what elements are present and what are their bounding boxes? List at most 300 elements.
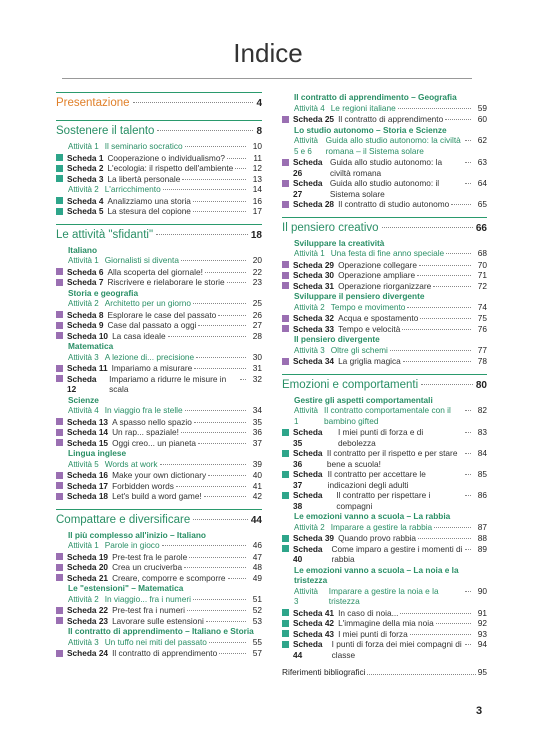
worksheet-entry[interactable] [56,277,262,288]
entry-text [293,356,473,367]
page-title: Indice [233,38,303,68]
entry-page: 75 [477,313,487,323]
worksheet-marker [282,492,289,499]
entry-title: Alla scoperta del giornale! [107,266,203,277]
entry-title: Operazione ampliare [338,270,416,280]
worksheet-entry[interactable] [282,313,487,324]
dot-leader [196,357,246,358]
worksheet-marker [282,325,289,332]
section-heading[interactable] [56,509,262,530]
toc-section [282,92,487,210]
worksheet-marker [56,375,63,382]
dot-leader [465,183,471,184]
worksheet-entry[interactable] [56,206,262,217]
dot-leader [446,253,471,254]
entry-label: Scheda 26 [293,157,323,178]
entry-label: Scheda 23 [67,615,109,626]
dot-leader [433,286,471,287]
worksheet-entry[interactable] [56,616,262,627]
entry-text [68,255,248,267]
entry-text [67,417,248,428]
entry-text [294,248,473,260]
worksheet-entry[interactable] [282,260,487,271]
entry-label: Scheda 5 [67,206,104,216]
worksheet-marker [282,609,289,616]
dot-leader [421,384,473,385]
entry-page: 30 [252,351,262,362]
activity-entry[interactable] [68,637,262,649]
activity-entry[interactable] [68,352,262,364]
dot-leader [163,189,246,190]
toc-left-column [56,92,262,666]
entry-title: Creare, comporre e scomporre [112,572,226,583]
activity-entry[interactable] [294,522,487,534]
entry-text [67,481,248,492]
worksheet-entry[interactable] [56,605,262,616]
worksheet-entry[interactable] [282,199,487,210]
entry-text [293,114,473,125]
subsection-title: Lo studio autonomo – Storia e Scienze [294,124,447,135]
dot-leader [465,453,471,454]
worksheet-marker [56,553,63,560]
worksheet-marker [56,617,63,624]
entry-page: 93 [477,628,487,639]
dot-leader [184,567,246,568]
toc-section [56,92,262,113]
entry-title: Operazione riorganizzare [338,280,432,291]
entry-text [67,470,248,481]
worksheet-entry[interactable] [56,481,262,492]
entry-text [293,260,473,271]
dot-leader [398,108,471,109]
entry-page: 59 [477,102,487,113]
activity-entry[interactable] [294,135,487,157]
entry-page: 84 [477,448,487,458]
entry-label: Scheda 1 [67,152,104,163]
dot-leader [204,496,246,497]
entry-page: 26 [252,309,262,320]
entry-label: Attività 2 [294,302,325,312]
entry-page: 35 [252,416,262,427]
activity-entry[interactable] [68,255,262,267]
entry-title: In viaggio fra le stelle [104,405,183,415]
activity-entry[interactable] [68,298,262,310]
entry-text [67,163,248,174]
entry-label: Scheda 9 [67,320,104,330]
entry-text [67,552,248,563]
entry-title: La libertà personale [107,173,181,184]
section-heading[interactable] [282,374,487,395]
activity-entry[interactable] [294,248,487,260]
subsection-title: Il più complesso all'inizio – Italiano [68,529,206,540]
worksheet-entry[interactable] [282,157,487,178]
entry-title: Guida allo studio autonomo: il Sistema solare [329,178,440,199]
entry-text [293,313,473,324]
worksheet-entry[interactable] [282,639,487,660]
entry-label: Attività 1 [68,256,99,265]
worksheet-entry[interactable] [56,174,262,185]
entry-text [68,141,248,153]
dot-leader [382,227,473,228]
entry-page: 13 [252,173,262,184]
entry-text [67,573,248,584]
entry-page: 64 [477,178,487,188]
worksheet-marker [56,311,63,318]
entry-title: Riscrivere e rielaborare le storie [107,277,225,287]
entry-page: 14 [252,184,262,194]
dot-leader [198,443,246,444]
worksheet-entry[interactable] [56,196,262,207]
entry-page: 39 [252,458,262,469]
entry-text [293,178,473,199]
entry-label: Scheda 20 [67,562,109,572]
worksheet-entry[interactable] [282,469,487,490]
entry-title: Giornalisti si diventa [104,255,179,265]
worksheet-entry[interactable] [282,544,487,565]
dot-leader [227,158,246,159]
dot-leader [205,272,246,273]
entry-title: Case dal passato a oggi [107,320,197,330]
worksheet-marker [56,268,63,275]
dot-leader [187,610,246,611]
entry-page: 34 [252,405,262,415]
worksheet-marker [282,261,289,268]
section-title: Sostenere il talento [56,125,155,137]
worksheet-entry[interactable] [56,427,262,438]
entry-text [68,459,248,471]
entry-label: Scheda 13 [67,416,109,427]
entry-label: Attività 3 [68,352,99,362]
entry-text [68,637,248,649]
worksheet-entry[interactable] [282,629,487,640]
dot-leader [465,495,471,496]
entry-label: Scheda 42 [293,618,335,628]
dot-leader [193,519,248,520]
dot-leader [419,265,471,266]
entry-page: 25 [252,298,262,308]
worksheet-entry[interactable] [282,608,487,619]
dot-leader [156,234,248,235]
entry-page: 89 [477,543,487,554]
dot-leader [465,410,471,411]
worksheet-entry[interactable] [282,356,487,367]
worksheet-entry[interactable] [56,363,262,374]
worksheet-marker [282,272,289,279]
subsection-title: Sviluppare il pensiero divergente [294,291,425,301]
entry-page: 94 [477,639,487,649]
entry-text [67,153,248,164]
entry-label: Scheda 18 [67,491,109,501]
page-number: 3 [476,705,483,717]
entry-text [294,405,473,427]
entry-title: Il contratto comportamentale con il bambino gifted [324,405,451,426]
entry-title: Il contratto di studio autonomo [338,199,450,209]
worksheet-marker [56,439,63,446]
subsection-title: Italiano [68,244,98,255]
worksheet-marker [282,358,289,365]
worksheet-entry[interactable] [56,573,262,584]
entry-label: Scheda 38 [293,490,323,511]
toc-section [56,224,262,502]
entry-label: Attività 5 e 6 [294,136,319,156]
entry-title: I miei punti di forza [338,628,408,639]
activity-entry[interactable] [68,141,262,153]
entry-page: 41 [252,480,262,491]
entry-text [293,324,473,335]
subsection-title: Il pensiero divergente [294,334,380,344]
entry-label: Scheda 30 [293,270,335,280]
entry-page: 51 [252,593,262,604]
worksheet-marker [56,322,63,329]
worksheet-entry[interactable] [282,270,487,281]
worksheet-entry[interactable] [282,427,487,448]
title-divider [62,78,472,79]
activity-entry[interactable] [68,405,262,417]
entry-label: Scheda 44 [293,639,323,660]
worksheet-marker [56,175,63,182]
worksheet-marker [282,535,289,542]
entry-page: 37 [252,437,262,448]
entry-label: Scheda 4 [67,195,104,206]
dot-leader [465,140,471,141]
worksheet-marker [56,279,63,286]
entry-page: 20 [252,255,262,265]
dot-leader [208,475,246,476]
entry-label: Scheda 28 [293,199,335,209]
entry-text [67,648,248,659]
entry-title: Let's build a word game! [112,491,202,501]
entry-text [67,267,248,278]
entry-title: Cooperazione o individualismo? [107,152,226,163]
worksheet-entry[interactable] [56,648,262,659]
entry-label: Scheda 37 [293,469,323,490]
worksheet-entry[interactable] [282,324,487,335]
entry-label: Attività 1 [294,406,319,426]
entry-text [293,629,473,640]
worksheet-entry[interactable] [282,490,487,511]
dot-leader [367,674,475,675]
worksheet-entry[interactable] [56,491,262,502]
section-title: Presentazione [56,97,130,109]
worksheet-marker [282,159,289,166]
entry-label: Scheda 7 [67,277,104,287]
worksheet-marker [56,650,63,657]
subsection-title: Lingua inglese [68,448,127,458]
entry-text [293,608,473,619]
entry-title: Pre-test fra i numeri [112,605,185,615]
entry-label: Scheda 24 [67,648,109,658]
subsection-title: Matematica [68,341,114,351]
entry-title: Make your own dictionary [112,470,207,480]
entry-title: I punti di forza dei miei compagni di classe [331,639,462,660]
activity-entry[interactable] [68,540,262,552]
entry-label: Attività 2 [68,185,99,194]
entry-text [293,544,473,565]
entry-text [293,618,473,629]
entry-title: Operazione collegare [338,259,417,270]
entry-title: Il contratto per accettare le indicazioni degli adulti [327,469,426,490]
worksheet-entry[interactable] [282,618,487,629]
dot-leader [181,260,246,261]
entry-text [293,639,473,660]
activity-entry[interactable] [68,184,262,196]
worksheet-entry[interactable] [56,153,262,164]
activity-entry[interactable] [294,586,487,608]
entry-text [294,522,473,534]
dot-leader [465,644,471,645]
entry-label: Scheda 29 [293,259,335,270]
entry-title: Architetto per un giorno [104,298,191,308]
entry-page: 90 [477,585,487,596]
dot-leader [445,119,471,120]
worksheet-marker [282,620,289,627]
entry-title: Un tuffo nei miti del passato [104,636,207,647]
dot-leader [194,422,246,423]
dot-leader [400,613,471,614]
entry-title: Imparare a gestire la noia e la tristezza [328,585,439,606]
entry-text [293,157,473,178]
entry-label: Attività 4 [68,406,99,415]
activity-entry[interactable] [294,345,487,357]
worksheet-marker [56,574,63,581]
entry-label: Scheda 19 [67,551,109,562]
worksheet-entry[interactable] [282,281,487,292]
dot-leader [403,361,471,362]
worksheet-entry[interactable] [282,533,487,544]
section-heading[interactable] [282,217,487,238]
activity-entry[interactable] [294,103,487,115]
section-title: Emozioni e comportamenti [282,378,419,391]
entry-title: Words at work [104,458,158,469]
toc-section [282,217,487,367]
dot-leader [189,557,246,558]
dot-leader [176,486,246,487]
dot-leader [410,634,471,635]
dot-leader [465,432,471,433]
entry-page: 49 [252,572,262,583]
worksheet-entry[interactable] [56,374,262,395]
worksheet-marker [56,472,63,479]
entry-page: 88 [477,533,487,543]
worksheet-entry[interactable] [282,448,487,469]
section-title: Il pensiero creativo [282,221,379,234]
dot-leader [193,599,246,600]
entry-page: 48 [252,562,262,572]
worksheet-entry[interactable] [56,438,262,449]
dot-leader [193,211,246,212]
worksheet-entry[interactable] [56,310,262,321]
section-heading[interactable] [56,92,262,113]
entry-page: 42 [252,491,262,501]
dot-leader [235,168,246,169]
entry-title: Esplorare le case del passato [107,309,217,320]
section-heading[interactable] [56,224,262,245]
subsection-title: Le emozioni vanno a scuola – La rabbia [294,511,451,521]
worksheet-marker [282,315,289,322]
entry-title: A spasso nello spazio [112,416,192,427]
entry-label: Attività 2 [68,299,99,308]
entry-label: Scheda 31 [293,280,335,291]
entry-text [67,562,248,573]
entry-label: Scheda 12 [67,373,97,394]
entry-title: Oltre gli schemi [330,344,388,355]
worksheet-entry[interactable] [56,470,262,481]
entry-page: 17 [252,206,262,216]
section-page: 8 [256,126,262,137]
worksheet-marker [282,545,289,552]
entry-label: Scheda 36 [293,448,323,469]
entry-label: Scheda 34 [293,356,335,366]
entry-label: Scheda 21 [67,572,109,583]
entry-text [67,174,248,185]
subsection-title: Le emozioni vanno a scuola – La noia e la tristezza [294,564,459,585]
worksheet-marker [282,116,289,123]
bibliography-page: 95 [477,667,487,677]
worksheet-entry[interactable] [56,562,262,573]
entry-text [67,616,248,627]
entry-title: In caso di noia... [338,607,399,618]
worksheet-entry[interactable] [282,178,487,199]
entry-page: 53 [252,615,262,626]
entry-label: Attività 1 [68,541,99,550]
section-page: 4 [256,98,262,109]
entry-text [293,490,473,511]
entry-label: Scheda 25 [293,114,335,124]
activity-entry[interactable] [294,302,487,314]
toc-section [282,374,487,661]
entry-text [293,199,473,210]
dot-leader [417,275,471,276]
dot-leader [402,329,471,330]
entry-page: 83 [477,427,487,437]
entry-label: Attività 3 [294,586,319,606]
toc-section [56,120,262,217]
worksheet-marker [56,208,63,215]
entry-page: 82 [477,405,487,415]
toc-section [56,509,262,659]
entry-label: Scheda 32 [293,313,335,323]
subsection-title: Il contratto di apprendimento – Italiano e Storia [68,626,254,636]
activity-entry[interactable] [68,459,262,471]
dot-leader [436,623,471,624]
worksheet-entry[interactable] [56,320,262,331]
worksheet-entry[interactable] [56,331,262,342]
entry-label: Attività 4 [294,103,325,113]
entry-label: Scheda 15 [67,437,109,448]
entry-title: Lavorare sulle estensioni [112,615,204,626]
entry-title: Impariamo a misurare [111,363,193,373]
worksheet-entry[interactable] [56,163,262,174]
section-heading[interactable] [56,120,262,141]
entry-title: Tempo e velocità [338,323,401,334]
entry-text [293,448,473,469]
dot-leader [418,538,471,539]
entry-text [67,277,248,288]
activity-entry[interactable] [68,594,262,606]
entry-title: Una festa di fine anno speciale [330,248,445,258]
worksheet-marker [282,201,289,208]
worksheet-marker [282,450,289,457]
dot-leader [157,130,253,131]
activity-entry[interactable] [294,405,487,427]
bibliography-title: Riferimenti bibliografici [282,667,366,677]
worksheet-entry[interactable] [56,417,262,428]
worksheet-entry[interactable] [56,267,262,278]
bibliography-entry[interactable] [282,667,487,677]
subsection-title: Storia e geografia [68,287,139,298]
worksheet-entry[interactable] [282,114,487,125]
worksheet-entry[interactable] [56,552,262,563]
